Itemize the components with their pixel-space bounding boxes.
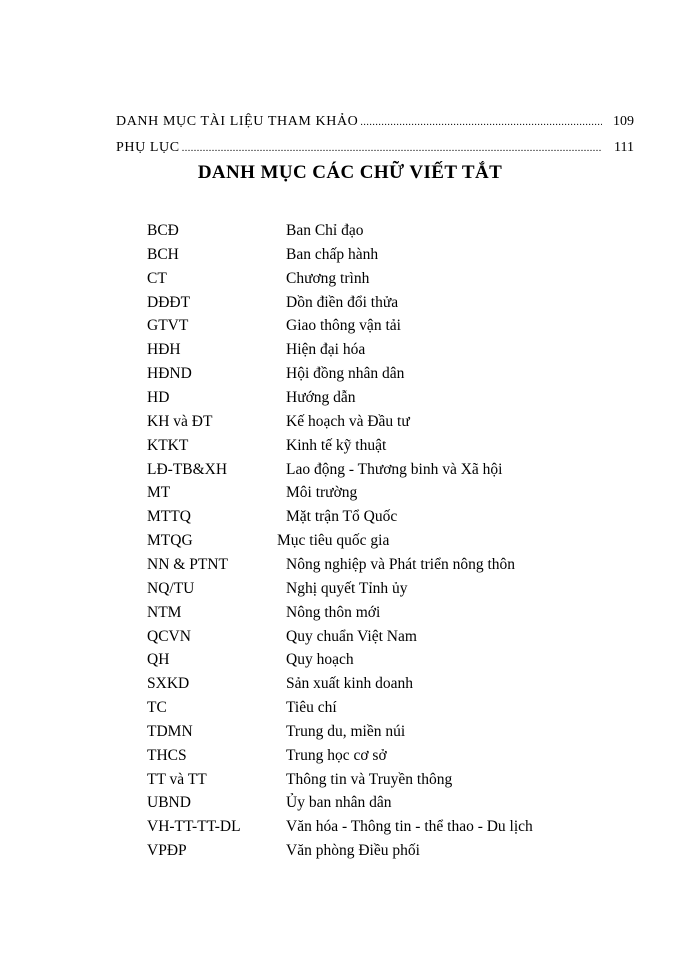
abbreviation-code: SXKD — [147, 675, 190, 693]
abbreviation-meaning: Ban chấp hành — [286, 245, 379, 263]
abbreviation-code: KH và ĐT — [147, 412, 213, 430]
abbreviation-meaning: Sản xuất kinh doanh — [286, 675, 413, 693]
abbreviation-meaning: Văn phòng Điều phối — [286, 842, 420, 860]
abbreviation-meaning: Tiêu chí — [286, 699, 337, 716]
abbreviation-code: MTQG — [147, 532, 193, 549]
abbreviation-meaning: Kế hoạch và Đầu tư — [286, 412, 410, 430]
abbreviation-meaning: Trung học cơ sở — [286, 746, 387, 764]
abbreviation-row — [0, 744, 700, 768]
abbreviation-row — [0, 696, 700, 720]
abbreviation-code: UBND — [147, 794, 191, 812]
abbreviation-meaning: Kinh tế kỹ thuật — [286, 436, 387, 454]
abbreviation-code: GTVT — [147, 317, 189, 335]
abbreviation-row — [0, 410, 700, 434]
abbreviation-code: TDMN — [147, 722, 193, 740]
abbreviation-meaning: Nghị quyết Tỉnh ủy — [286, 579, 408, 597]
abbreviation-meaning: Hướng dẫn — [286, 389, 356, 406]
abbreviation-code: NN & PTNT — [147, 555, 228, 573]
abbreviation-row — [0, 625, 700, 649]
abbreviation-code: HD — [147, 389, 170, 406]
abbreviation-row — [0, 458, 700, 482]
abbreviation-row — [0, 481, 700, 505]
abbreviation-row — [0, 768, 700, 792]
abbreviation-row — [0, 267, 700, 291]
abbreviation-meaning: Chương trình — [286, 269, 370, 287]
abbreviation-code: CT — [147, 269, 167, 287]
abbreviation-row — [0, 815, 700, 839]
abbreviation-meaning: Văn hóa - Thông tin - thể thao - Du lịch — [286, 818, 533, 836]
abbreviation-row — [0, 839, 700, 863]
abbreviation-meaning: Trung du, miền núi — [286, 722, 406, 740]
abbreviation-code: MT — [147, 484, 171, 502]
abbreviation-code: BCĐ — [147, 222, 179, 239]
abbreviation-code: QH — [147, 651, 170, 669]
abbreviation-meaning: Mục tiêu quốc gia — [277, 532, 390, 549]
abbreviation-row — [0, 648, 700, 672]
abbreviation-code: NQ/TU — [147, 579, 195, 597]
abbreviation-row — [0, 577, 700, 601]
abbreviation-code: BCH — [147, 245, 179, 263]
abbreviation-meaning: Hiện đại hóa — [286, 341, 366, 359]
toc-entry-title: PHỤ LỤC — [116, 140, 180, 155]
toc-entry-appendix[interactable] — [116, 139, 634, 157]
abbreviation-row — [0, 314, 700, 338]
abbreviation-code: HĐND — [147, 365, 192, 383]
abbreviation-meaning: Nông thôn mới — [286, 603, 381, 621]
abbreviation-code: QCVN — [147, 627, 191, 645]
abbreviations-heading: DANH MỤC CÁC CHỮ VIẾT TẮT — [197, 162, 503, 183]
abbreviation-row — [0, 243, 700, 267]
abbreviation-meaning: Quy chuẩn Việt Nam — [286, 627, 417, 645]
abbreviation-code: TC — [147, 699, 167, 716]
abbreviation-row — [0, 505, 700, 529]
abbreviation-meaning: Thông tin và Truyền thông — [286, 770, 453, 788]
abbreviation-meaning: Hội đồng nhân dân — [286, 365, 405, 383]
abbreviation-code: NTM — [147, 603, 182, 621]
abbreviation-row — [0, 672, 700, 696]
abbreviation-code: TT và TT — [147, 770, 207, 788]
abbreviation-meaning: Môi trường — [286, 484, 358, 502]
abbreviation-code: KTKT — [147, 436, 189, 454]
abbreviation-row — [0, 553, 700, 577]
abbreviation-meaning: Ban Chỉ đạo — [286, 222, 364, 239]
abbreviation-code: VH-TT-TT-DL — [147, 818, 241, 836]
abbreviation-meaning: Nông nghiệp và Phát triển nông thôn — [286, 555, 516, 573]
abbreviation-meaning: Ủy ban nhân dân — [286, 794, 392, 812]
abbreviation-meaning: Quy hoạch — [286, 651, 354, 669]
abbreviation-code: MTTQ — [147, 508, 191, 526]
toc-entry-page: 109 — [613, 114, 634, 129]
abbreviation-row — [0, 338, 700, 362]
toc-dot-leader — [360, 114, 602, 132]
abbreviation-meaning: Mặt trận Tổ Quốc — [286, 508, 398, 526]
abbreviation-row — [0, 219, 700, 243]
abbreviation-row — [0, 720, 700, 744]
abbreviation-meaning: Giao thông vận tải — [286, 317, 401, 335]
abbreviation-meaning: Lao động - Thương binh và Xã hội — [286, 460, 503, 478]
toc-dot-leader — [182, 140, 602, 158]
abbreviation-row — [0, 291, 700, 315]
abbreviation-row — [0, 791, 700, 815]
abbreviation-code: DĐĐT — [147, 293, 191, 311]
toc-entry-page: 111 — [614, 140, 634, 155]
abbreviation-code: HĐH — [147, 341, 181, 359]
abbreviation-row — [0, 434, 700, 458]
abbreviation-code: VPĐP — [147, 842, 187, 860]
abbreviation-row — [0, 386, 700, 410]
abbreviation-code: THCS — [147, 746, 187, 764]
abbreviation-code: LĐ-TB&XH — [147, 460, 228, 478]
abbreviation-meaning: Dồn điền đổi thửa — [286, 293, 399, 311]
toc-entry-title: DANH MỤC TÀI LIỆU THAM KHẢO — [116, 114, 359, 129]
toc-entry-references[interactable] — [116, 113, 634, 131]
abbreviation-row — [0, 529, 700, 553]
abbreviation-row — [0, 362, 700, 386]
abbreviation-row — [0, 601, 700, 625]
